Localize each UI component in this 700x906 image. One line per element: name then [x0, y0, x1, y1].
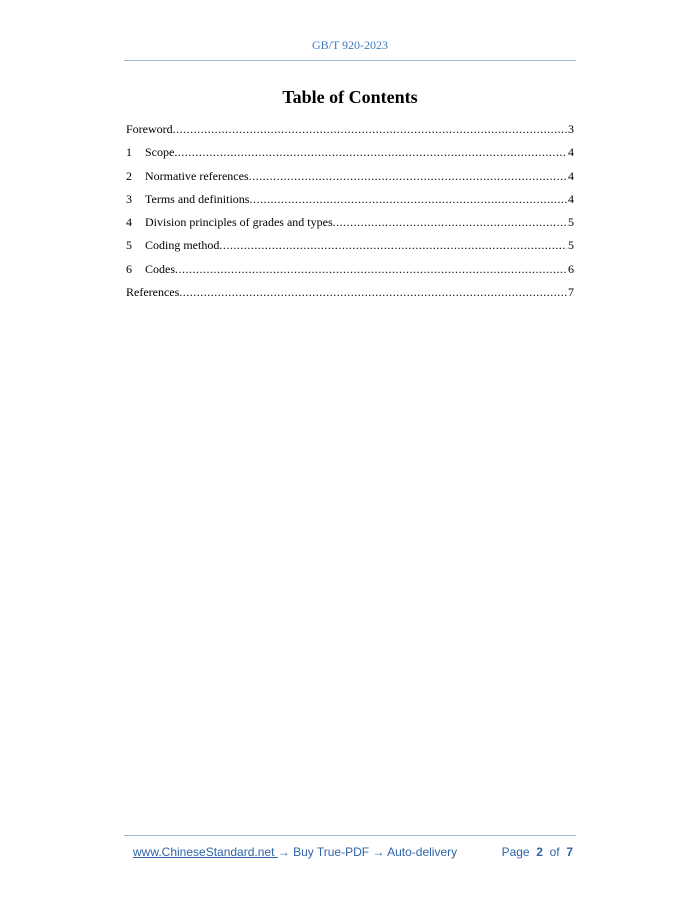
toc-leader-dots — [219, 236, 567, 254]
footer-delivery-text: Auto-delivery — [384, 845, 458, 859]
toc-entry-division-principles[interactable] — [126, 213, 574, 236]
toc-entry-label: Scope — [145, 145, 175, 160]
page-label: Page — [501, 845, 530, 859]
footer-divider — [124, 835, 576, 836]
toc-entry-page: 6 — [568, 261, 574, 276]
header-divider — [124, 60, 576, 61]
chinesestandard-link[interactable]: www.ChineseStandard.net — [133, 845, 278, 859]
toc-entry-number: 1 — [126, 145, 132, 160]
toc-entry-codes[interactable] — [126, 260, 574, 283]
toc-entry-label: Codes — [145, 261, 175, 276]
toc-entry-scope[interactable] — [126, 143, 574, 166]
toc-entry-terms-and-definitions[interactable] — [126, 190, 574, 213]
toc-leader-dots — [173, 120, 567, 138]
toc-entry-page: 7 — [568, 285, 574, 300]
page-indicator — [502, 845, 573, 859]
right-arrow-icon: → — [277, 845, 290, 859]
toc-leader-dots — [179, 283, 567, 301]
running-header: GB/T 920-2023 — [311, 38, 389, 52]
toc-entry-page: 5 — [568, 238, 574, 253]
toc-entry-label: Coding method — [145, 238, 220, 253]
toc-entry-number: 6 — [126, 261, 132, 276]
total-pages-number: 7 — [566, 845, 573, 859]
toc-entry-label: Terms and definitions — [145, 191, 250, 206]
toc-entry-references[interactable] — [126, 283, 574, 306]
toc-entry-page: 4 — [568, 145, 574, 160]
toc-entry-label: Division principles of grades and types — [145, 215, 333, 230]
toc-entry-number: 4 — [126, 215, 132, 230]
toc-leader-dots — [333, 213, 567, 231]
page-of-label: of — [549, 845, 560, 859]
right-arrow-icon: → — [372, 845, 385, 859]
toc-entry-page: 3 — [568, 122, 574, 136]
table-of-contents — [126, 120, 574, 306]
toc-leader-dots — [174, 143, 567, 161]
toc-title: Table of Contents — [282, 87, 418, 107]
toc-entry-number: 3 — [126, 191, 132, 206]
toc-entry-page: 4 — [568, 191, 574, 206]
toc-entry-page: 4 — [568, 168, 574, 183]
toc-entry-number: 2 — [126, 168, 132, 183]
footer-promo — [133, 845, 457, 859]
toc-leader-dots — [249, 190, 567, 208]
toc-entry-label: References — [126, 285, 180, 300]
toc-leader-dots — [175, 260, 567, 278]
toc-entry-label: Foreword — [126, 122, 173, 136]
toc-leader-dots — [249, 167, 567, 185]
toc-entry-coding-method[interactable] — [126, 236, 574, 259]
toc-entry-page: 5 — [568, 215, 574, 230]
toc-entry-label: Normative references — [145, 168, 249, 183]
footer-buy-text: Buy True-PDF — [289, 845, 373, 859]
toc-entry-normative-references[interactable] — [126, 167, 574, 190]
current-page-number: 2 — [536, 845, 543, 859]
toc-entry-number: 5 — [126, 238, 132, 253]
toc-entry-foreword[interactable] — [126, 120, 574, 143]
